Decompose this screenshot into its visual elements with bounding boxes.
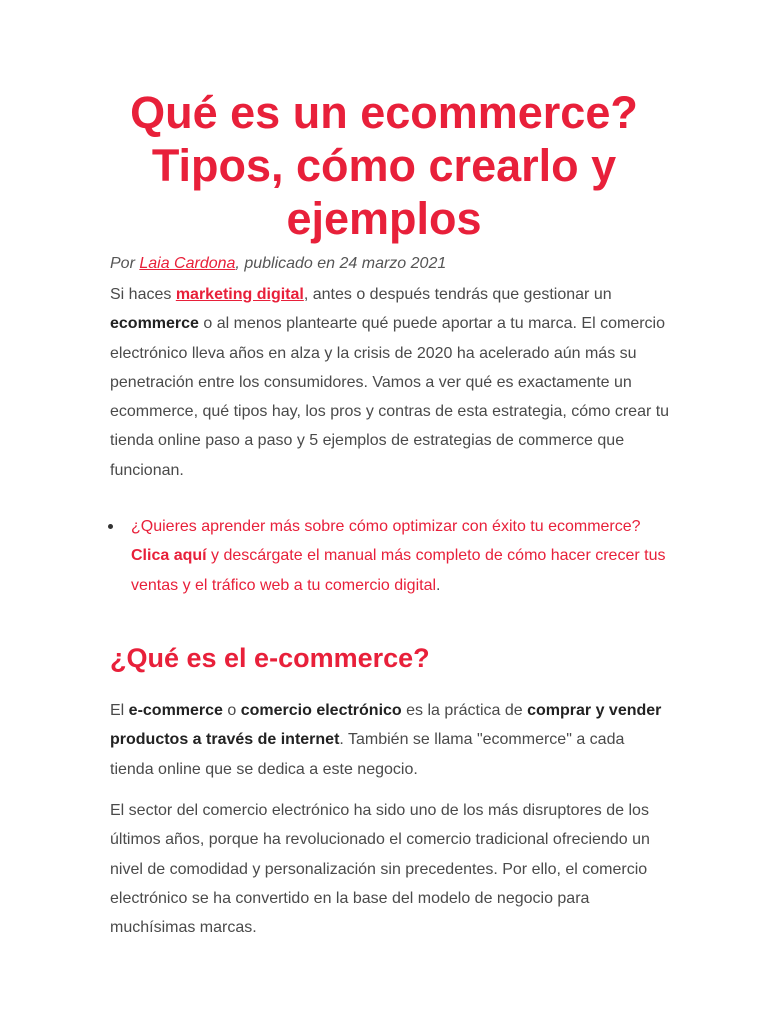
intro-paragraph: [110, 280, 670, 485]
def-text-2: o: [222, 702, 241, 719]
article-title: Qué es un ecommerce? Tipos, cómo crearlo y ejemplos: [130, 87, 638, 244]
def-bold-comprar: comprar y vender productos a través de internet: [110, 702, 662, 749]
def-text-1: El: [110, 702, 129, 719]
def-text-4: . También se llama "ecommerce" a cada tienda online que se dedica a este negocio.: [110, 731, 625, 778]
byline: [110, 253, 446, 275]
clica-aqui-link[interactable]: Clica aquí: [131, 547, 207, 565]
def-bold-comercio: comercio electrónico: [240, 702, 402, 719]
author-link[interactable]: Laia Cardona: [139, 255, 236, 272]
section-heading: ¿Qué es el e-commerce?: [110, 643, 430, 673]
cta-text-1: ¿Quieres aprender más sobre cómo optimizar con éxito tu ecommerce?: [131, 518, 641, 535]
cta-list-item: [108, 512, 668, 600]
marketing-digital-link[interactable]: marketing digital: [175, 286, 304, 303]
def-bold-ecommerce: e-commerce: [128, 702, 223, 719]
intro-text-3: o al menos plantearte qué puede aportar a tu marca. El comercio electrónico lleva años en alza y la crisis de 2020 ha acelerado aún más su penetración entre los consumidores. Vamos a ver qué es exactamente un ecommerce, qué tipos hay, los pros y contras de esta estrategia, cómo crear tu tienda online paso a paso y 5 ejemplos de estrategias de commerce que funcionan.: [110, 315, 670, 479]
intro-bold-ecommerce: ecommerce: [110, 315, 199, 333]
intro-text-1: Si haces: [110, 286, 176, 303]
intro-text-2: , antes o después tendrás que gestionar un: [303, 286, 612, 303]
cta-list: [108, 512, 668, 600]
byline-prefix: Por: [110, 255, 140, 272]
def-text-3: es la práctica de: [401, 702, 528, 719]
bullet-icon: [108, 524, 113, 529]
publish-date: , publicado en 24 marzo 2021: [235, 255, 447, 272]
cta-period: .: [436, 576, 441, 594]
cta-text-2: y descárgate el manual más completo de cómo hacer crecer tus ventas y el tráfico web a tu comercio digital: [131, 547, 666, 594]
definition-paragraph: [110, 696, 670, 784]
sector-paragraph: El sector del comercio electrónico ha sido uno de los más disruptores de los últimos años, porque ha revolucionado el comercio tradicional ofreciendo un nivel de comodidad y personalización sin precedentes. Por ello, el comercio electrónico se ha convertido en la base del modelo de negocio para muchísimas marcas.: [110, 802, 650, 937]
